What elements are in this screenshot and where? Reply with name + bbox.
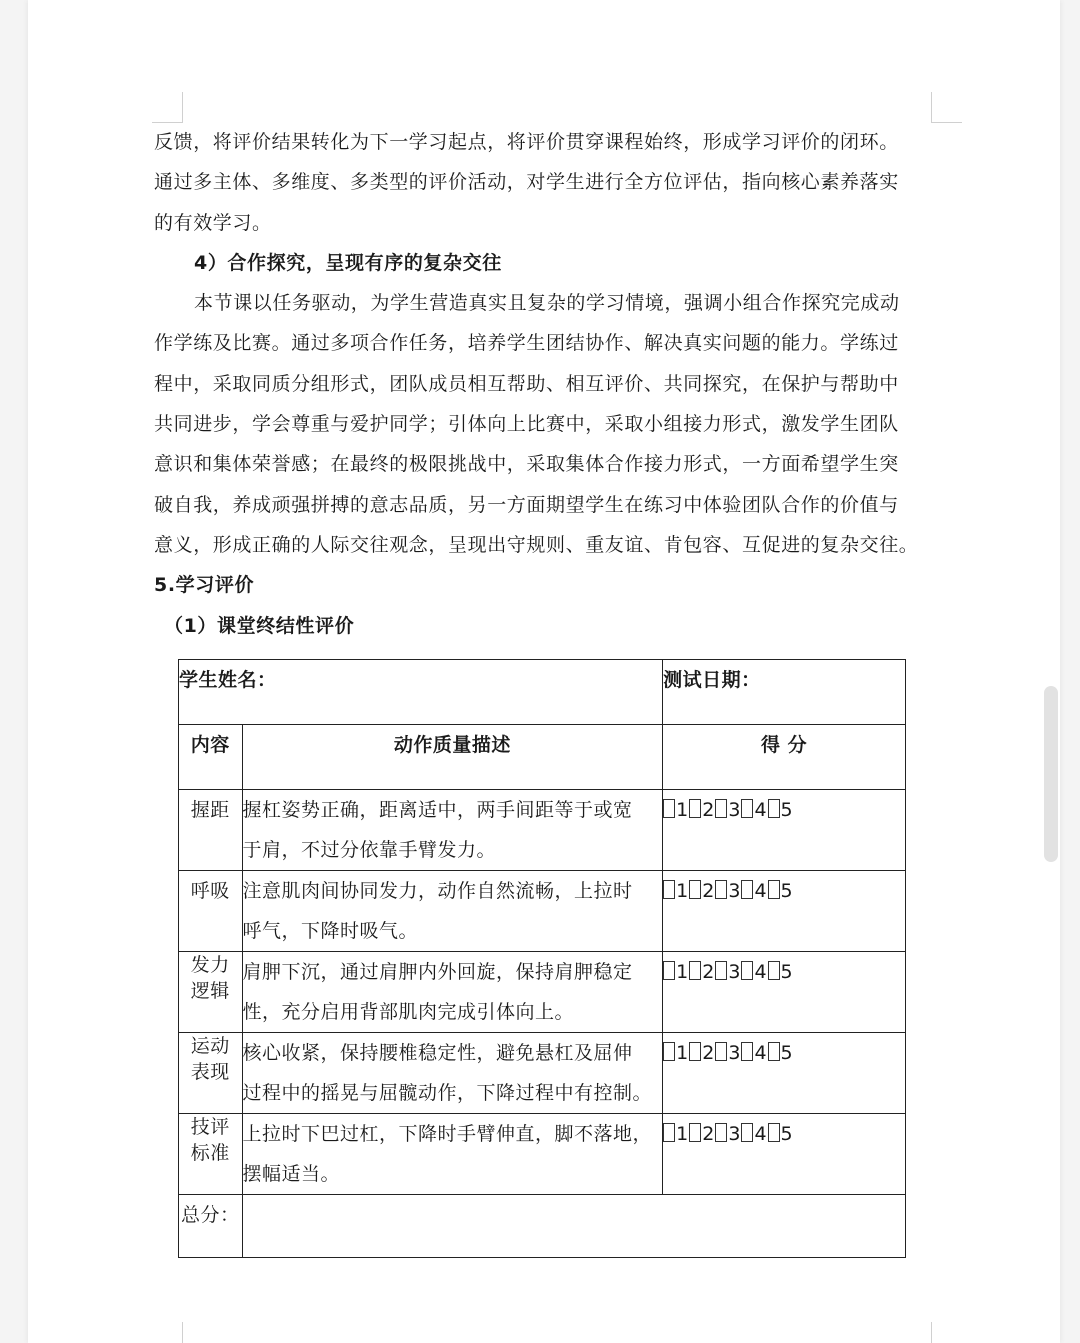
row-label-cell (179, 790, 243, 871)
score-option: 5 (780, 961, 794, 983)
section-4-line: 破自我，养成顽强拼搏的意志品质，另一方面期望学生在练习中体验团队合作的价值与 (154, 493, 899, 516)
document-body (154, 122, 934, 646)
score-option: 1 (676, 961, 690, 983)
score-checkbox[interactable] (768, 1123, 780, 1142)
vertical-scrollbar[interactable] (1044, 686, 1058, 862)
score-checkbox[interactable] (741, 961, 753, 980)
score-checkbox[interactable] (741, 799, 753, 818)
crop-mark-bottom-left (152, 1322, 183, 1343)
score-option: 2 (702, 1042, 716, 1064)
score-option: 4 (754, 1123, 768, 1145)
row-label: 握距 (190, 799, 230, 821)
score-option: 1 (676, 1042, 690, 1064)
score-option: 2 (702, 961, 716, 983)
crop-mark-top-right (931, 92, 962, 123)
score-checkbox[interactable] (741, 1042, 753, 1061)
row-score-cell (663, 1114, 906, 1195)
section-4-line: 程中，采取同质分组形式，团队成员相互帮助、相互评价、共同探究，在保护与帮助中 (154, 372, 899, 395)
score-option: 2 (702, 799, 716, 821)
score-checkbox[interactable] (768, 799, 780, 818)
score-checkbox[interactable] (663, 880, 675, 899)
header-content: 内容 (179, 725, 243, 790)
header-description: 动作质量描述 (242, 725, 663, 790)
score-option: 5 (780, 880, 794, 902)
score-checkbox[interactable] (689, 961, 701, 980)
score-option: 4 (754, 880, 768, 902)
score-checkbox[interactable] (663, 1123, 675, 1142)
score-checkbox[interactable] (689, 1042, 701, 1061)
row-description: 握杠姿势正确，距离适中，两手间距等于或宽 (242, 799, 633, 821)
table-body (179, 790, 906, 1195)
score-option: 4 (754, 1042, 768, 1064)
score-option: 3 (728, 1042, 742, 1064)
score-checkbox[interactable] (741, 1123, 753, 1142)
table-name-row (179, 660, 906, 725)
test-date-cell (663, 660, 906, 725)
row-label-cell (179, 1114, 243, 1195)
intro-line: 通过多主体、多维度、多类型的评价活动，对学生进行全方位评估，指向核心素养落实 (154, 171, 899, 194)
header-score: 得 分 (663, 725, 906, 790)
score-option: 3 (728, 799, 742, 821)
total-value-cell (242, 1195, 905, 1258)
section-4-line: 本节课以任务驱动，为学生营造真实且复杂的学习情境，强调小组合作探究完成动 (194, 292, 900, 315)
table-row (179, 1033, 906, 1114)
row-label-cell (179, 952, 243, 1033)
section-4-line: 意义，形成正确的人际交往观念，呈现出守规则、重友谊、肯包容、互促进的复杂交往。 (154, 533, 919, 556)
row-score-cell (663, 790, 906, 871)
row-score-cell (663, 952, 906, 1033)
score-checkbox[interactable] (768, 961, 780, 980)
score-checkbox[interactable] (768, 880, 780, 899)
row-description: 于肩，不过分依靠手臂发力。 (242, 839, 497, 861)
section-4-heading: 4）合作探究，呈现有序的复杂交往 (194, 251, 502, 274)
score-option: 3 (728, 961, 742, 983)
score-option: 1 (676, 799, 690, 821)
row-description-cell (242, 790, 663, 871)
student-name-label: 学生姓名： (179, 669, 277, 691)
row-description: 呼气，下降时吸气。 (242, 920, 419, 942)
section-4-line: 作学练及比赛。通过多项合作任务，培养学生团结协作、解决真实问题的能力。学练过 (154, 332, 899, 355)
score-checkbox[interactable] (663, 799, 675, 818)
score-option: 2 (702, 880, 716, 902)
row-label: 运动 (190, 1035, 230, 1057)
score-checkbox[interactable] (689, 1123, 701, 1142)
row-description-cell (242, 1033, 663, 1114)
table-row (179, 1114, 906, 1195)
row-description-cell (242, 1114, 663, 1195)
subsection-1-heading: （1）课堂终结性评价 (164, 614, 355, 637)
crop-mark-bottom-right (931, 1322, 962, 1343)
table-row (179, 790, 906, 871)
row-label-cell (179, 1033, 243, 1114)
row-label: 呼吸 (190, 880, 230, 902)
score-option: 3 (728, 880, 742, 902)
intro-line: 反馈，将评价结果转化为下一学习起点，将评价贯穿课程始终，形成学习评价的闭环。 (154, 131, 899, 153)
evaluation-table (178, 659, 906, 1258)
student-name-cell (179, 660, 663, 725)
row-description: 性，充分启用背部肌肉完成引体向上。 (242, 1001, 575, 1023)
test-date-label: 测试日期： (663, 669, 761, 691)
row-score-cell (663, 1033, 906, 1114)
total-label: 总分： (179, 1195, 243, 1258)
score-checkbox[interactable] (663, 1042, 675, 1061)
score-checkbox[interactable] (689, 799, 701, 818)
row-label: 标准 (190, 1142, 230, 1164)
score-checkbox[interactable] (715, 961, 727, 980)
score-option: 1 (676, 880, 690, 902)
table-header-row (179, 725, 906, 790)
score-checkbox[interactable] (663, 961, 675, 980)
row-description-cell (242, 952, 663, 1033)
row-label: 技评 (190, 1116, 230, 1138)
row-description: 摆幅适当。 (242, 1163, 341, 1185)
row-description: 核心收紧，保持腰椎稳定性，避免悬杠及屈伸 (242, 1042, 633, 1064)
row-description: 肩胛下沉，通过肩胛内外回旋，保持肩胛稳定 (242, 961, 633, 983)
score-checkbox[interactable] (715, 799, 727, 818)
table-row (179, 871, 906, 952)
score-option: 5 (780, 1123, 794, 1145)
row-description: 过程中的摇晃与屈髋动作，下降过程中有控制。 (242, 1082, 653, 1104)
intro-line: 的有效学习。 (154, 211, 272, 234)
score-checkbox[interactable] (715, 880, 727, 899)
row-label: 表现 (190, 1061, 230, 1083)
score-option: 4 (754, 799, 768, 821)
table-total-row (179, 1195, 906, 1258)
score-option: 4 (754, 961, 768, 983)
score-checkbox[interactable] (741, 880, 753, 899)
section-5-heading: 5.学习评价 (154, 574, 255, 597)
score-option: 5 (780, 799, 794, 821)
crop-mark-top-left (152, 92, 183, 123)
row-score-cell (663, 871, 906, 952)
score-option: 2 (702, 1123, 716, 1145)
score-option: 5 (780, 1042, 794, 1064)
row-label: 发力 (190, 954, 230, 976)
score-checkbox[interactable] (768, 1042, 780, 1061)
table-row (179, 952, 906, 1033)
row-label-cell (179, 871, 243, 952)
section-4-line: 意识和集体荣誉感；在最终的极限挑战中，采取集体合作接力形式，一方面希望学生突 (154, 453, 899, 476)
score-checkbox[interactable] (715, 1042, 727, 1061)
score-option: 3 (728, 1123, 742, 1145)
section-4-line: 共同进步，学会尊重与爱护同学；引体向上比赛中，采取小组接力形式，激发学生团队 (154, 413, 899, 436)
score-checkbox[interactable] (715, 1123, 727, 1142)
row-description: 注意肌肉间协同发力，动作自然流畅，上拉时 (242, 880, 633, 902)
row-description: 上拉时下巴过杠，下降时手臂伸直，脚不落地， (242, 1123, 653, 1145)
score-option: 1 (676, 1123, 690, 1145)
score-checkbox[interactable] (689, 880, 701, 899)
row-label: 逻辑 (190, 980, 230, 1002)
row-description-cell (242, 871, 663, 952)
